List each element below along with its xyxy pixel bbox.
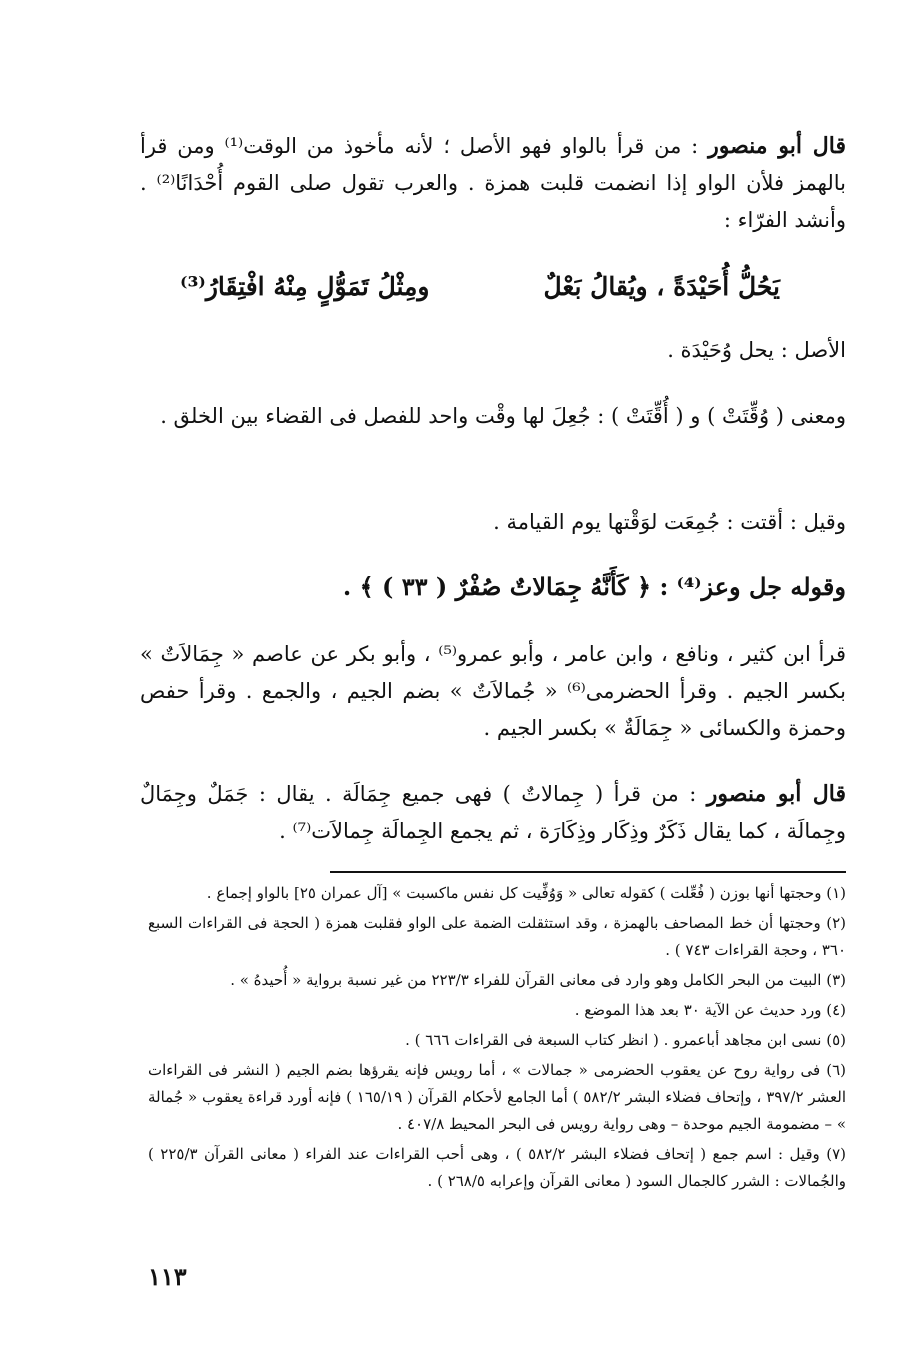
page-number: ١١٣ bbox=[148, 1262, 187, 1291]
footnote-6: (٦) فى رواية روح عن يعقوب الحضرمى « جمالات » ، أما رويس فإنه يقرؤها بضم الجيم ( النشر فى القراءات العشر ٣٩٧/٢ ، وإتحاف فضلاء البشر ٥٨٢/٢ ) أما الجامع لأحكام القرآن ( ١٦٥/١٩ ) فإنه أورد قراءة يعقوب « جُمالة » – مضمومة الجيم موحدة – وهى رواية رويس فى البحر المحيط ٤٠٧/٨ . bbox=[148, 1061, 846, 1133]
paragraph-1 bbox=[140, 128, 846, 239]
main-text-block-5 bbox=[140, 568, 846, 605]
footnote-separator bbox=[330, 871, 846, 873]
paragraph-1-lead: قال أبو منصور bbox=[708, 133, 846, 159]
footnote-1: (١) وحجتها أنها بوزن ( فُعِّلت ) كقوله تعالى « وَوُفِّيت كل نفس ماكسبت » [آل عمران ٢٥] بالواو إجماع . bbox=[206, 884, 846, 902]
paragraph-7-text: : من قرأ ( جِمالاتٌ ) فهى جميع جِمَالَة . يقال : جَمَلٌ وجِمَالٌ وجِمالَة ، كما يقال ذَكَرٌ وذِكَار وذِكَارَة ، ثم يجمع الجِمالَة جِمالاَت⁽⁷⁾ . bbox=[140, 782, 846, 843]
main-text-block-3 bbox=[140, 398, 846, 435]
footnote-7: (٧) وقيل : اسم جمع ( إتحاف فضلاء البشر ٥٨٢/٢ ) ، وهى أحب القراءات عند الفراء ( معانى القرآن ٢٢٥/٣ ) والجُمالات : الشرر كالجمال السود ( معانى القرآن وإعرابه ٢٦٨/٥ ) . bbox=[148, 1145, 846, 1190]
main-text-block-2 bbox=[140, 332, 846, 369]
footnote-3: (٣) البيت من البحر الكامل وهو وارد فى معانى القرآن للفراء ٢٢٣/٣ من غير نسبة برواية « أُحيدهُ » . bbox=[230, 971, 846, 989]
paragraph-4: وقيل : أقتت : جُمِعَت لوَقْتها يوم القيامة . bbox=[493, 510, 846, 534]
footnote-5: (٥) نسى ابن مجاهد أباعمرو . ( انظر كتاب السبعة فى القراءات ٦٦٦ ) . bbox=[405, 1031, 846, 1049]
paragraph-1-text: : من قرأ بالواو فهو الأصل ؛ لأنه مأخوذ من الوقت⁽¹⁾ ومن قرأ بالهمز فلأن الواو إذا انضمت قلبت همزة . والعرب تقول صلى القوم أُحْدَانًا⁽²⁾ . وأنشد الفرّاء : bbox=[140, 134, 846, 232]
main-text-block-1 bbox=[140, 128, 846, 239]
footnote-2: (٢) وحجتها أن خط المصاحف بالهمزة ، وقد استثقلت الضمة على الواو فقلبت همزة ( الحجة فى القراءات السبع ٣٦٠ ، وحجة القراءات ٧٤٣ ) . bbox=[148, 914, 846, 959]
verse-second-hemistich: ومِثْلُ تَمَوُّلٍ مِنْهُ افْتِقَارُ⁽³⁾ bbox=[180, 271, 430, 301]
footnote-4: (٤) ورد حديث عن الآية ٣٠ بعد هذا الموضع . bbox=[574, 1001, 846, 1019]
paragraph-7-lead: قال أبو منصور bbox=[706, 781, 846, 807]
quran-verse-heading: وقوله جل وعز⁽⁴⁾ : ﴿ كَأَنَّهُ جِمَالاتٌ صُفْرٌ ( ٣٣ ) ﴾ . bbox=[342, 572, 846, 601]
verse-first-hemistich: يَحُلُّ أُحَيْدَةً ، ويُقالُ بَعْلٌ bbox=[543, 271, 780, 301]
paragraph-3: ومعنى ( وُقِّتَتْ ) و ( أُقِّتَتْ ) : جُعِلَ لها وقْت واحد للفصل فى القضاء بين الخلق . bbox=[160, 404, 846, 428]
paragraph-readings: قرأ ابن كثير ، ونافع ، وابن عامر ، وأبو عمرو⁽⁵⁾ ، وأبو بكر عن عاصم « جِمَالاَتٌ » بكسر الجيم . وقرأ الحضرمى⁽⁶⁾ « جُمالاَتٌ » بضم الجيم ، والجمع . وقرأ حفص وحمزة والكسائى « جِمَالَةٌ » بكسر الجيم . bbox=[140, 642, 847, 740]
footnotes bbox=[148, 880, 846, 1198]
poetry-verse bbox=[180, 262, 780, 310]
paragraph-2: الأصل : يحل وُحَيْدَة . bbox=[667, 338, 846, 362]
paragraph-7 bbox=[140, 776, 846, 850]
main-text-block-6 bbox=[140, 636, 846, 747]
main-text-block-7 bbox=[140, 776, 846, 850]
main-text-block-4 bbox=[140, 504, 846, 541]
